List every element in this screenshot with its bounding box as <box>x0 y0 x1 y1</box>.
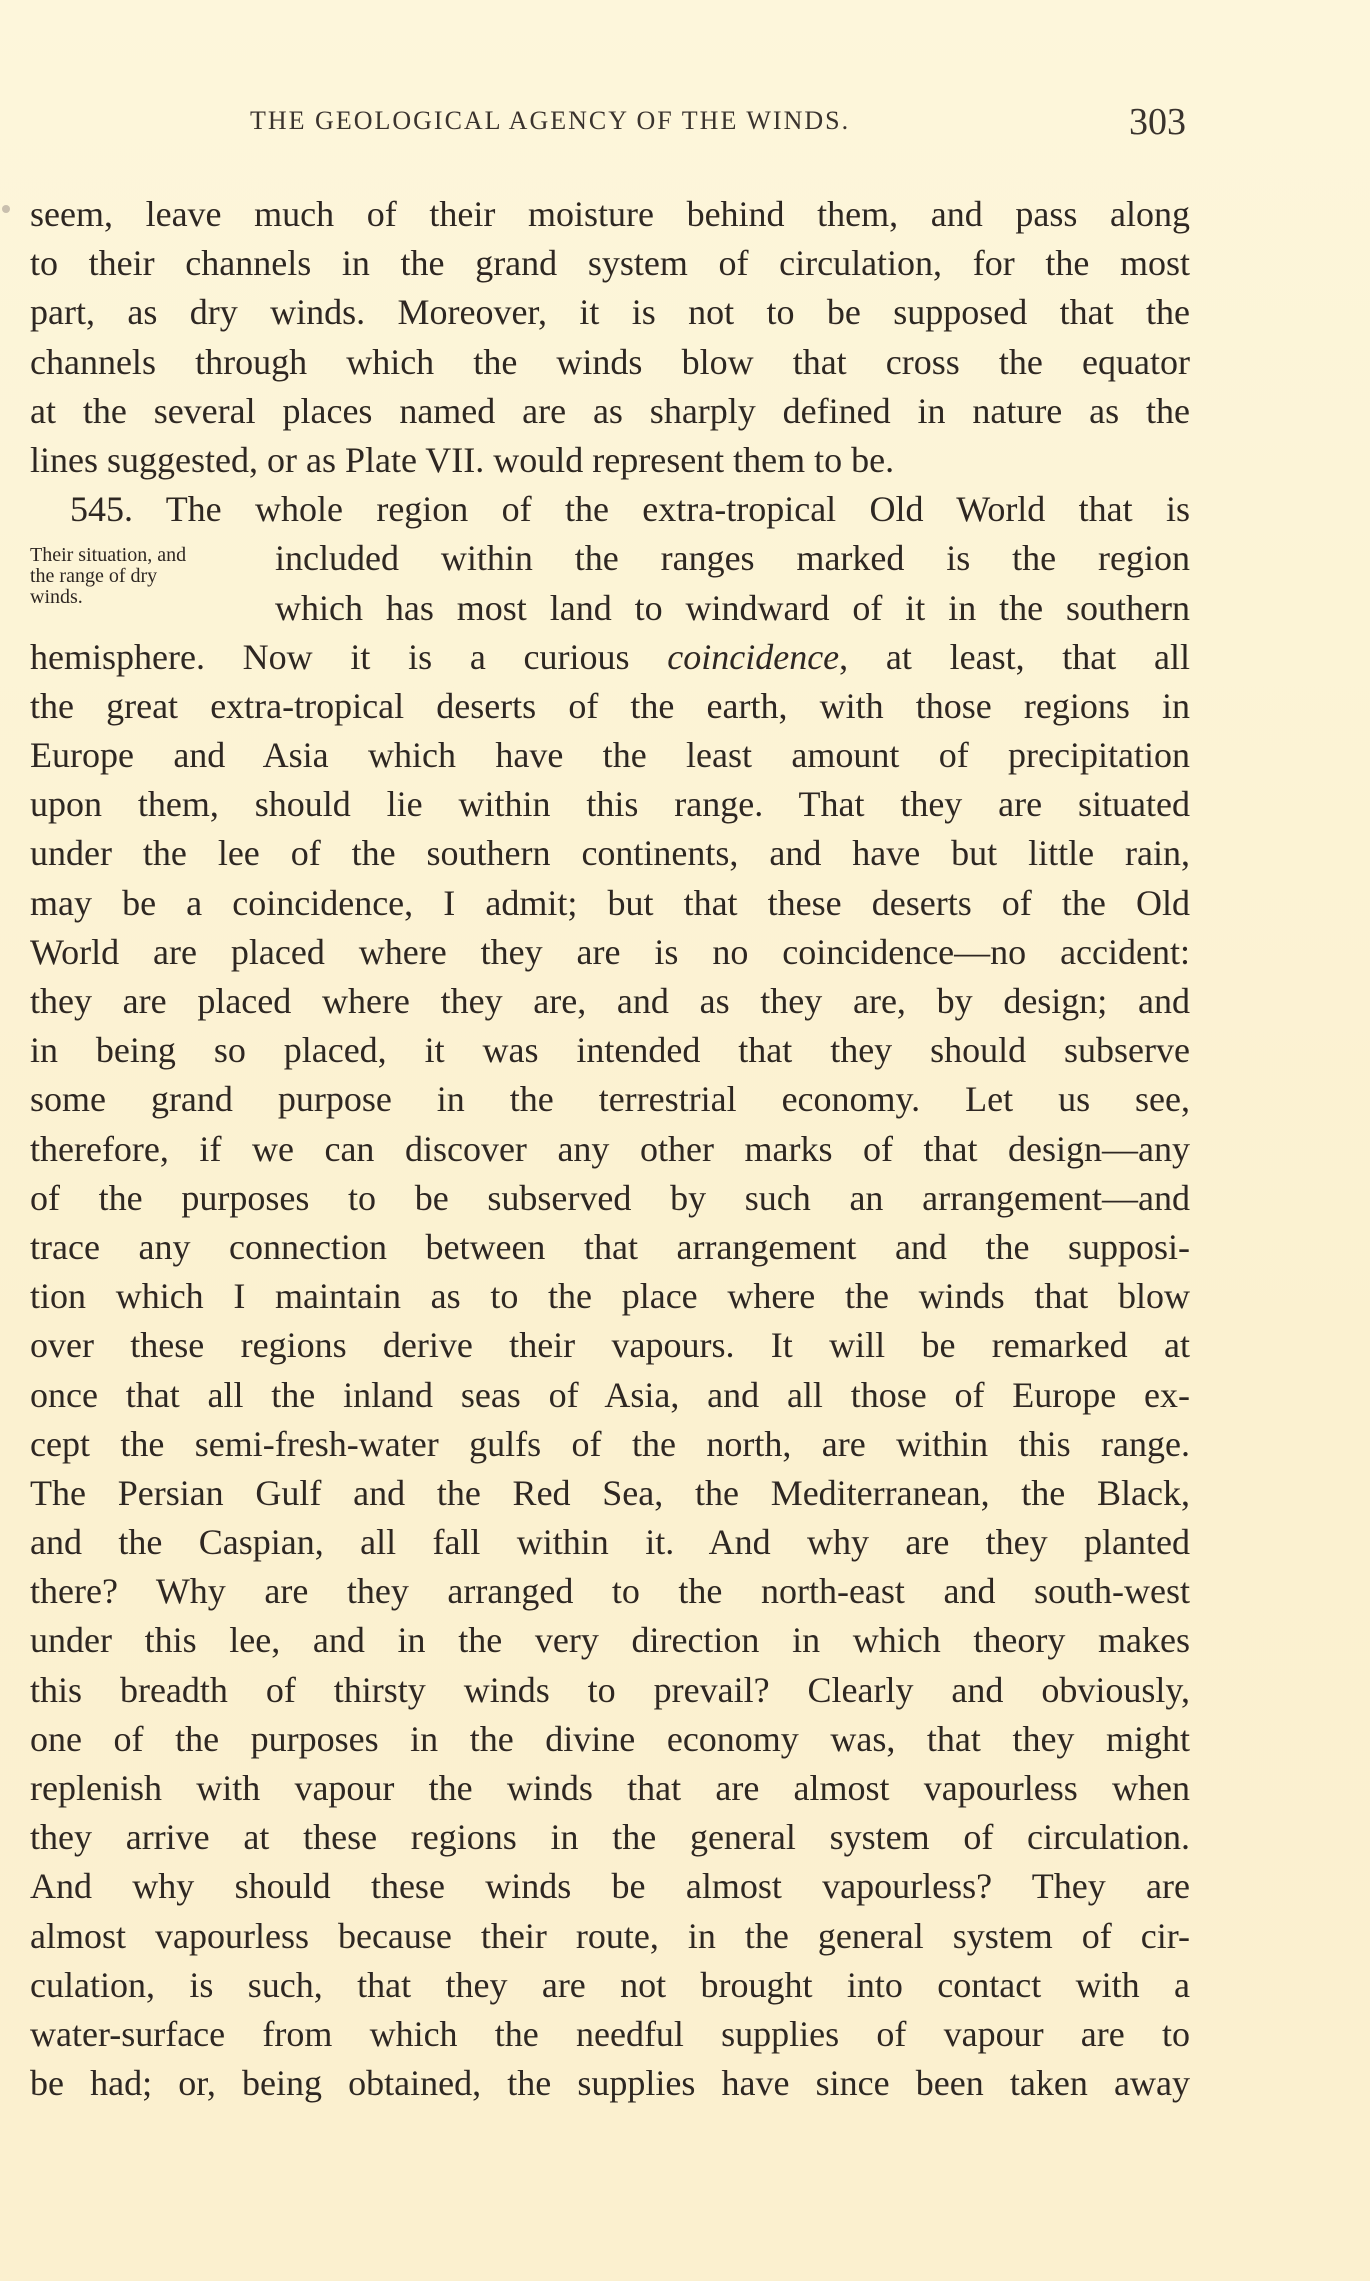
text-line: may be a coincidence, I admit; but that these deserts of the Old <box>30 882 1190 923</box>
text-line: one of the purposes in the divine economy was, that they might <box>30 1718 1190 1759</box>
text-line: Europe and Asia which have the least amount of precipitation <box>30 735 1190 776</box>
text-line: cept the semi-fresh-water gulfs of the north, are within this range. <box>30 1423 1190 1464</box>
text-line: lines suggested, or as Plate VII. would represent them to be. <box>30 439 895 480</box>
text-line: of the purposes to be subserved by such an arrangement—and <box>30 1177 1190 1218</box>
text-line: World are placed where they are is no coincidence—no accident: <box>30 931 1190 972</box>
text-line: upon them, should lie within this range. That they are situated <box>30 784 1190 825</box>
text-segment: , at least, that all <box>839 636 1190 677</box>
italic-word: coincidence <box>667 636 840 677</box>
text-line: be had; or, being obtained, the supplies have since been taken away <box>30 2063 1190 2104</box>
text-line: there? Why are they arranged to the north-east and south-west <box>30 1571 1190 1612</box>
text-line: tion which I maintain as to the place where the winds that blow <box>30 1276 1190 1317</box>
text-line: which has most land to windward of it in the southern <box>275 587 1190 628</box>
marginal-note-line: the range of dry <box>30 565 158 587</box>
text-line: replenish with vapour the winds that are almost vapourless when <box>30 1768 1190 1808</box>
text-line: channels through which the winds blow that cross the equator <box>30 341 1190 382</box>
body-text <box>30 190 1190 2108</box>
text-line: culation, is such, that they are not brought into contact with a <box>30 1964 1190 2005</box>
text-line: at the several places named are as sharply defined in nature as the <box>30 390 1190 431</box>
text-line: The Persian Gulf and the Red Sea, the Mediterranean, the Black, <box>30 1472 1190 1513</box>
text-line: therefore, if we can discover any other marks of that design—any <box>30 1128 1190 1169</box>
text-line: under this lee, and in the very direction in which theory makes <box>30 1620 1190 1661</box>
page-header <box>240 98 1198 148</box>
text-line: they are placed where they are, and as they are, by design; and <box>30 981 1190 1021</box>
text-line-with-italic <box>30 633 1190 682</box>
text-line: under the lee of the southern continents, and have but little rain, <box>30 833 1190 874</box>
text-line: and the Caspian, all fall within it. And why are they planted <box>30 1522 1190 1563</box>
text-line: included within the ranges marked is the region <box>275 538 1190 579</box>
text-line: part, as dry winds. Moreover, it is not to be supposed that the <box>30 292 1190 333</box>
page-number: 303 <box>1129 101 1186 143</box>
text-line: this breadth of thirsty winds to prevail? Clearly and obviously, <box>30 1669 1190 1710</box>
text-line: once that all the inland seas of Asia, and all those of Europe ex- <box>30 1374 1190 1415</box>
text-line: And why should these winds be almost vapourless? They are <box>30 1866 1190 1907</box>
text-line: almost vapourless because their route, in the general system of cir- <box>30 1915 1190 1956</box>
text-line: to their channels in the grand system of circulation, for the most <box>30 243 1190 284</box>
paragraph-start-line: 545. The whole region of the extra-tropical Old World that is <box>70 489 1190 530</box>
text-segment: hemisphere. Now it is a curious <box>30 636 668 677</box>
text-line: seem, leave much of their moisture behind them, and pass along <box>30 194 1190 234</box>
text-line: water-surface from which the needful supplies of vapour are to <box>30 2013 1190 2054</box>
running-title: THE GEOLOGICAL AGENCY OF THE WINDS. <box>250 106 851 135</box>
text-line: in being so placed, it was intended that they should subserve <box>30 1030 1190 1071</box>
marginal-note-line: Their situation, and <box>30 544 187 566</box>
text-line: the great extra-tropical deserts of the earth, with those regions in <box>30 685 1190 726</box>
text-line: trace any connection between that arrangement and the supposi- <box>30 1226 1190 1267</box>
text-line: some grand purpose in the terrestrial economy. Let us see, <box>30 1079 1190 1120</box>
margin-mark <box>2 205 10 213</box>
text-line: they arrive at these regions in the general system of circulation. <box>30 1817 1190 1858</box>
marginal-note-line: winds. <box>30 586 83 608</box>
text-line: over these regions derive their vapours. It will be remarked at <box>30 1325 1190 1366</box>
